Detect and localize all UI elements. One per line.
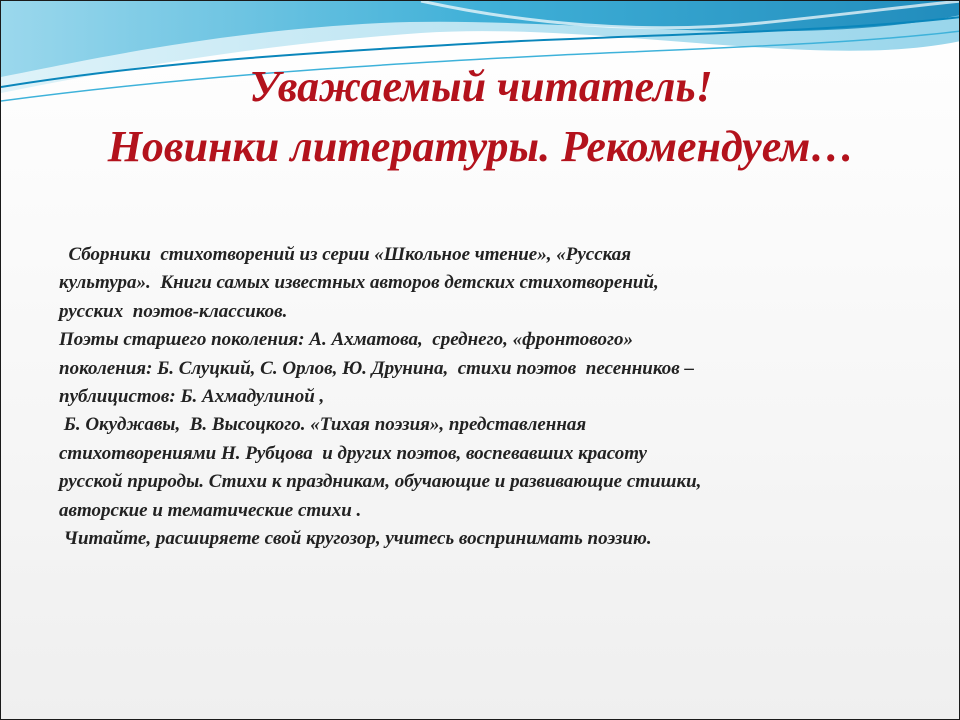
body-line: Читайте, расширяете свой кругозор, учитесь воспринимать поэзию. bbox=[59, 528, 652, 550]
body-line: Б. Окуджавы, В. Высоцкого. «Тихая поэзия», представленная bbox=[59, 414, 587, 436]
title-line-1: Уважаемый читатель! bbox=[249, 62, 713, 111]
body-line: Поэты старшего поколения: А. Ахматова, среднего, «фронтового» bbox=[59, 329, 634, 351]
body-line: публицистов: Б. Ахмадулиной , bbox=[59, 386, 325, 408]
body-paragraph bbox=[59, 241, 899, 553]
body-line: стихотворениями Н. Рубцова и других поэтов, воспевавших красоту bbox=[59, 442, 647, 464]
title-line-2: Новинки литературы. Рекомендуем… bbox=[107, 122, 855, 171]
body-line: Сборники стихотворений из серии «Школьное чтение», «Русская bbox=[59, 244, 632, 265]
body-line: культура». Книги самых известных авторов детских стихотворений, bbox=[59, 272, 659, 294]
slide-title bbox=[1, 57, 960, 177]
body-line: авторские и тематические стихи . bbox=[59, 499, 362, 521]
body-line: русских поэтов-классиков. bbox=[59, 300, 288, 322]
body-line: русской природы. Стихи к праздникам, обучающие и развивающие стишки, bbox=[59, 471, 702, 493]
body-line: поколения: Б. Слуцкий, С. Орлов, Ю. Друнина, стихи поэтов песенников – bbox=[59, 357, 694, 379]
